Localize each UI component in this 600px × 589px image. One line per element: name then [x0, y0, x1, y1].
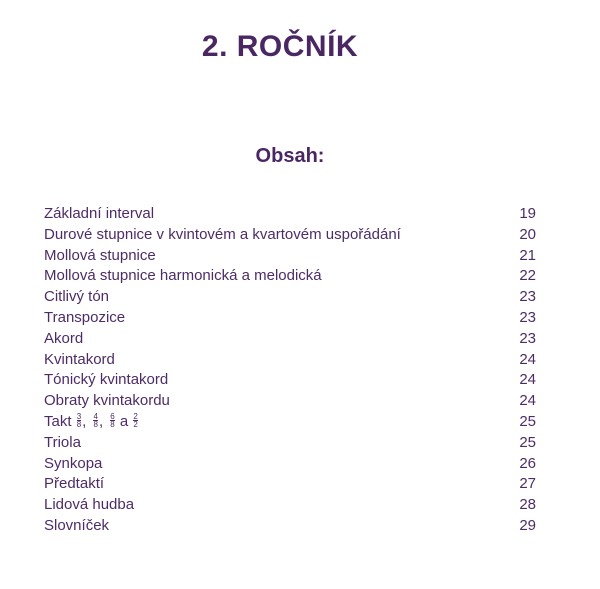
- toc-entry: [44, 474, 536, 495]
- fraction-numerator: 2: [133, 411, 138, 421]
- toc-entry: [44, 454, 536, 475]
- fraction-denominator: 8: [76, 419, 82, 429]
- toc-entry-takt: [44, 412, 536, 433]
- toc-entry: [44, 204, 536, 225]
- toc-entry-page: 28: [519, 496, 536, 514]
- toc-entry: [44, 266, 536, 287]
- fraction-conjunction: a: [119, 412, 129, 430]
- toc-entry-title: Triola: [44, 433, 81, 451]
- toc-entry: [44, 287, 536, 308]
- toc-entry-title: Mollová stupnice harmonická a melodická: [44, 267, 322, 285]
- toc-entry-title: Lidová hudba: [44, 496, 135, 514]
- toc-entry-page: 23: [519, 288, 536, 306]
- toc-entry-title: Předtaktí: [44, 475, 105, 493]
- toc-entry: [44, 308, 536, 329]
- toc-entry-page: 24: [519, 371, 536, 389]
- toc-entry: [44, 516, 536, 537]
- toc-entry-page: 25: [519, 412, 536, 430]
- toc-entry-title: Slovníček: [44, 516, 110, 534]
- toc-entry-title: Durové stupnice v kvintovém a kvartovém uspořádání: [44, 225, 401, 243]
- toc-entry-page: 21: [519, 246, 536, 264]
- toc-entry-title: Synkopa: [44, 454, 103, 472]
- toc-entry-title: Kvintakord: [44, 350, 115, 368]
- toc-entry-page: 19: [519, 205, 536, 222]
- fraction-numerator: 4: [93, 411, 98, 421]
- toc-entry-page: 20: [519, 225, 536, 243]
- toc-entry: [44, 370, 536, 391]
- toc-entry: [44, 329, 536, 350]
- time-signature-fraction: [93, 413, 97, 428]
- fraction-denominator: 8: [93, 419, 98, 429]
- time-signature-fraction: [77, 413, 81, 428]
- toc-entry-title: Takt $\frac{3}{8}$ , $\frac{4}{8}$ , $\frac{6}{8}$ a $\frac{2}{2}$: [44, 411, 138, 430]
- toc-entry-page: 29: [519, 516, 536, 534]
- fraction-denominator: 8: [110, 419, 115, 429]
- page-title: 2. ROČNÍK: [201, 30, 359, 63]
- toc-entry-title: Tónický kvintakord: [44, 371, 169, 389]
- toc-entry-page: 24: [519, 350, 536, 368]
- toc-entry-page: 23: [519, 308, 536, 326]
- toc-heading: Obsah:: [255, 145, 325, 167]
- toc-entry: [44, 433, 536, 454]
- toc-entry-page: 22: [519, 267, 536, 285]
- toc-entry-page: 23: [519, 329, 536, 347]
- fraction-numerator: 3: [76, 411, 82, 421]
- time-signature-fraction: [133, 413, 137, 428]
- toc-entry-page: 25: [519, 433, 536, 451]
- table-of-contents: [44, 204, 536, 537]
- fraction-numerator: 6: [110, 411, 115, 421]
- toc-entry-title: Citlivý tón: [44, 288, 110, 306]
- toc-entry-title: Transpozice: [44, 308, 126, 326]
- toc-entry-title-text: Takt: [44, 412, 72, 430]
- toc-entry-page: 27: [519, 475, 536, 493]
- toc-entry-title: Mollová stupnice: [44, 246, 156, 264]
- fraction-denominator: 2: [133, 419, 138, 429]
- toc-entry-page: 24: [519, 392, 536, 410]
- toc-entry: [44, 225, 536, 246]
- time-signature-fraction: [110, 413, 114, 428]
- toc-entry-title: Základní interval: [44, 205, 155, 222]
- toc-entry-title: Akord: [44, 329, 84, 347]
- toc-entry: [44, 350, 536, 371]
- toc-entry-page: 26: [519, 454, 536, 472]
- toc-entry: [44, 246, 536, 267]
- toc-entry: [44, 391, 536, 412]
- toc-entry-title: Obraty kvintakordu: [44, 392, 170, 410]
- toc-entry: [44, 495, 536, 516]
